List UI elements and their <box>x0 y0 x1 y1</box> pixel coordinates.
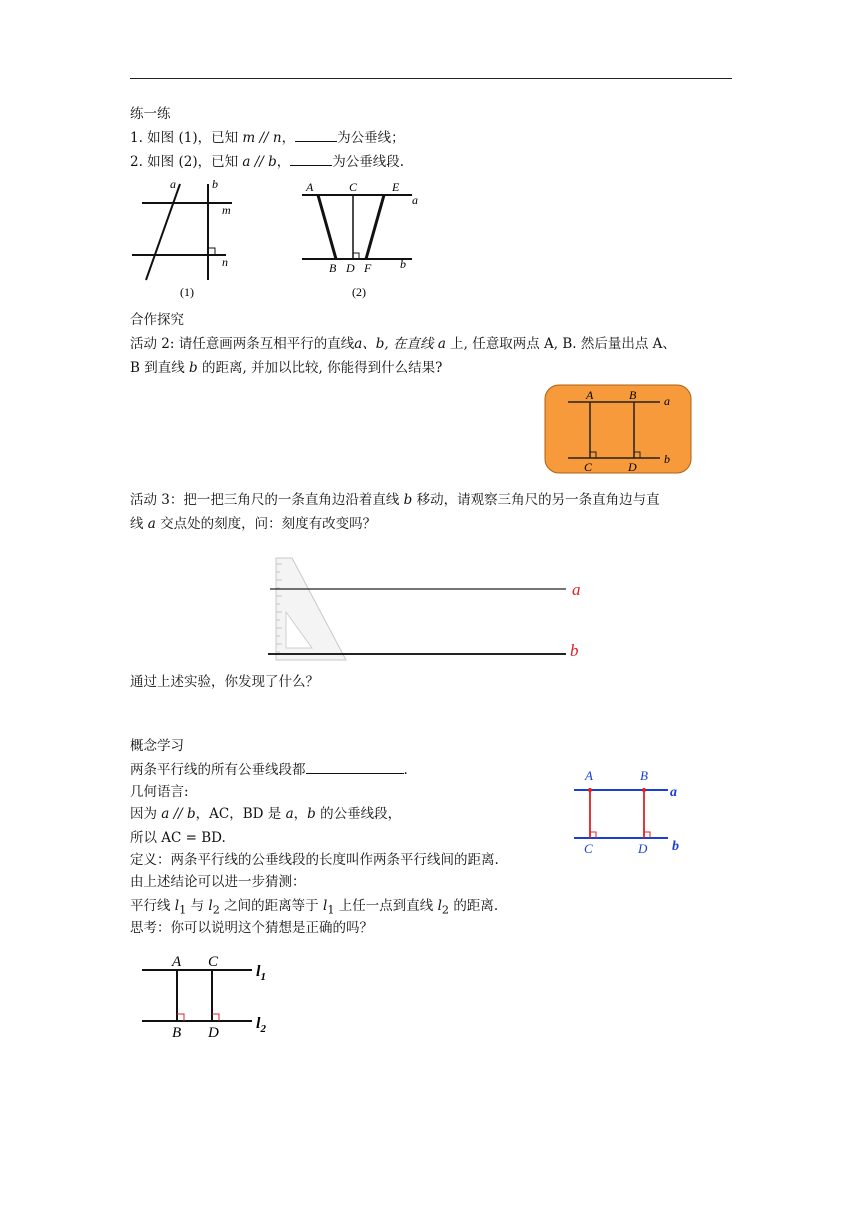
label-b: b <box>570 641 579 660</box>
figure-5 <box>568 764 698 860</box>
label-a: a <box>170 177 176 191</box>
concept-text: ，AC，BD 是 <box>195 806 286 822</box>
concept-line-5: 定义：两条平行线的公垂线段的长度叫作两条平行线间的距离. <box>130 852 499 868</box>
figure-3 <box>544 384 694 476</box>
label-l2: $l_2$ <box>256 1015 266 1035</box>
concept-line-6: 由上述结论可以进一步猜测： <box>130 874 306 890</box>
header-rule <box>130 78 732 79</box>
activity-2-text: 上, 任意取两点 A, B. 然后量出点 A、 <box>445 336 676 352</box>
right-angle-mark <box>177 1014 184 1021</box>
concept-text: l <box>208 898 213 914</box>
caption-2: (2) <box>352 285 366 299</box>
label-D: D <box>638 841 648 856</box>
q1-relation: m // n <box>242 130 282 146</box>
concept-text: l <box>437 898 442 914</box>
concept-text: 2 <box>212 903 220 917</box>
label-B: B <box>629 388 637 402</box>
concept-text: a // b <box>161 806 196 822</box>
activity-2-text: B 到直线 <box>130 360 190 376</box>
label-m: m <box>222 203 231 217</box>
q1-prefix: 1. 如图 (1)，已知 <box>130 130 243 146</box>
label-A: A <box>586 388 594 402</box>
figure-1 <box>128 176 258 302</box>
label-b: b <box>400 257 406 271</box>
concept-text: 上任一点到直线 <box>334 898 438 914</box>
label-B: B <box>172 1025 182 1041</box>
line-a <box>146 184 180 280</box>
label-A: A <box>585 768 593 783</box>
figure-6 <box>136 948 286 1042</box>
label-b: b <box>212 177 218 191</box>
label-B: B <box>640 768 648 783</box>
activity-2-text: b <box>189 360 198 376</box>
concept-text: 平行线 <box>130 898 175 914</box>
concept-text: l <box>322 898 328 914</box>
question-1: 1. 如图 (1)，已知 m // n， 为公垂线； <box>130 130 405 146</box>
concept-line-7 <box>130 896 498 921</box>
practice-heading: 练一练 <box>130 106 171 122</box>
concept-text: 2 <box>441 903 450 917</box>
figure-4 <box>262 552 592 664</box>
label-D: D <box>346 261 355 275</box>
concept-line-2: 几何语言: <box>130 784 189 800</box>
concept-line-3 <box>130 804 401 824</box>
concept-text: 与 <box>186 898 209 914</box>
activity-3-text: 活动 3：把一把三角尺的一条直角边沿着直线 <box>130 492 404 508</box>
concept-line-4: 所以 AC = BD. <box>130 830 226 846</box>
activity-3-text: a <box>147 516 156 532</box>
concept-text: 两条平行线的所有公垂线段都 <box>130 762 306 778</box>
q2-prefix: 2. 如图 (2)，已知 <box>130 154 243 170</box>
point-A <box>588 788 592 792</box>
activity-3-text: b <box>403 492 413 508</box>
activity-3-text: 移动，请观察三角尺的另一条直角边与直 <box>412 492 660 508</box>
label-a: a <box>572 580 581 599</box>
right-angle-mark <box>212 1014 219 1021</box>
concept-text: 的公垂线段， <box>315 806 402 822</box>
segment-EF <box>366 195 384 259</box>
concept-text: . <box>403 762 408 778</box>
q2-answer-blank[interactable] <box>290 165 332 166</box>
label-A: A <box>172 954 182 970</box>
concept-text: 因为 <box>130 806 162 822</box>
label-C: C <box>584 460 593 474</box>
right-angle-mark <box>208 248 215 255</box>
label-b: b <box>664 452 670 466</box>
q2-suffix: 为公垂线段. <box>332 154 405 170</box>
concept-text: 的距离. <box>449 898 499 914</box>
activity-2-text: a <box>437 336 446 352</box>
activity-2-line-2 <box>130 358 442 378</box>
label-n: n <box>222 255 228 269</box>
q2-relation: a // b <box>242 154 277 170</box>
question-2: 2. 如图 (2)，已知 a // b， 为公垂线段. <box>130 154 405 170</box>
label-C: C <box>584 841 593 856</box>
q1-answer-blank[interactable] <box>295 141 337 142</box>
activity-3-text: 线 <box>130 516 148 532</box>
label-C: C <box>349 180 358 194</box>
activity-3-line-2 <box>130 514 376 534</box>
segment-AB <box>318 195 336 259</box>
label-D: D <box>208 1025 219 1041</box>
concept-text: 1 <box>179 903 187 917</box>
caption-1: (1) <box>180 285 194 299</box>
activity-2-text: 活动 2: 请任意画两条互相平行的直线 <box>130 336 355 352</box>
concept-text: ， <box>293 806 308 822</box>
label-b: b <box>672 839 679 854</box>
label-a: a <box>664 394 670 408</box>
label-B: B <box>329 261 337 275</box>
concept-line-8: 思考：你可以说明这个猜想是正确的吗？ <box>130 920 373 936</box>
concept-heading: 概念学习 <box>130 738 184 754</box>
activity-2-line-1 <box>130 334 676 354</box>
concept-answer-blank[interactable] <box>306 773 404 774</box>
activity-3-line-1 <box>130 490 660 510</box>
label-E: E <box>392 180 400 194</box>
label-D: D <box>628 460 637 474</box>
figure-2 <box>296 176 436 302</box>
concept-text: l <box>174 898 180 914</box>
activity-3-text: 交点处的刻度，问：刻度有改变吗？ <box>155 516 377 532</box>
explore-heading: 合作探究 <box>130 312 184 328</box>
concept-text: a <box>285 806 294 822</box>
concept-text: b <box>307 806 316 822</box>
concept-line-1 <box>130 760 408 780</box>
concept-text: 1 <box>327 903 335 917</box>
label-l1: $l_1$ <box>256 963 266 983</box>
label-a: a <box>412 193 418 207</box>
experiment-question: 通过上述实验，你发现了什么？ <box>130 674 319 690</box>
label-a: a <box>670 785 677 800</box>
label-F: F <box>364 261 372 275</box>
label-C: C <box>208 954 219 970</box>
point-B <box>642 788 646 792</box>
q1-suffix: 为公垂线； <box>337 130 405 146</box>
label-A: A <box>306 180 314 194</box>
concept-text: 之间的距离等于 <box>219 898 323 914</box>
activity-2-text: a、b, 在直线 <box>354 336 438 352</box>
activity-2-text: 的距离, 并加以比较, 你能得到什么结果? <box>197 360 443 376</box>
